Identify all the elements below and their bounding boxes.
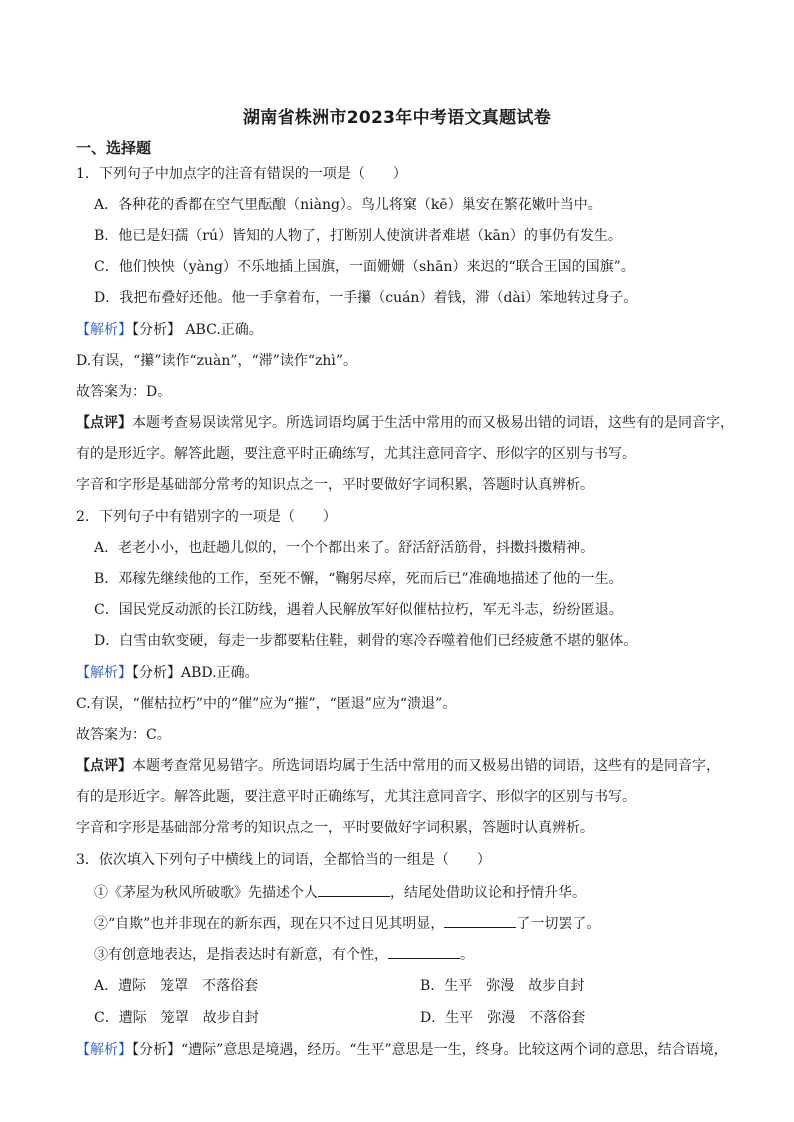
- q2-comment-1: 本题考查常见易错字。所选词语均属于生活中常用的而又极易出错的词语，这些有的是同音字，: [132, 758, 720, 774]
- q1-stem: 1．下列句子中加点字的注音有错误的一项是（ ）: [76, 166, 407, 182]
- q3-analysis: “遭际”意思是境遇，经历。“生平”意思是一生，终身。比较这两个词的意思，结合语境，: [181, 1042, 728, 1058]
- q1-option-a: A．各种花的香都在空气里酝酿（niàng）。鸟儿将窠（kē）巢安在繁花嫩叶当中。: [94, 197, 602, 213]
- q2-comment-2: 有的是形近字。解答此题，要注意平时正确练写，尤其注意同音字、形似字的区别与书写。: [76, 789, 636, 805]
- page-title: 湖南省株洲市2023年中考语文真题试卷: [242, 108, 551, 128]
- q3-stem: 3．依次填入下列句子中横线上的词语，全都恰当的一组是（ ）: [76, 852, 491, 868]
- q1-answer: 故答案为：D。: [76, 384, 172, 400]
- q3-s3-pre: ③有创意地表达，是指表达时有新意，有个性，: [94, 947, 388, 963]
- q2-option-d: D．白雪由软变硬，每走一步都要粘住鞋，刺骨的寒冷吞噬着他们已经疲惫不堪的躯体。: [94, 633, 638, 649]
- q1-option-c: C．他们怏怏（yàng）不乐地插上国旗，一面姗姗（shān）来迟的“联合王国的国旗”。: [94, 259, 635, 275]
- q2-option-b: B．邓稼先继续他的工作，至死不懈，“鞠躬尽瘁，死而后已”准确地描述了他的一生。: [94, 571, 623, 587]
- q1-comment-line-1: [76, 413, 754, 433]
- q1-analysis-line: [76, 320, 754, 340]
- fenxi-tag: 【分析】: [132, 322, 181, 338]
- q3-option-b: B．生平 弥漫 故步自封: [420, 978, 585, 994]
- q1-comment-2: 有的是形近字。解答此题，要注意平时正确练写，尤其注意同音字、形似字的区别与书写。: [76, 446, 636, 462]
- q2-analysis-2: C.有误，“催枯拉朽”中的“催”应为“摧”，“匿退”应为“溃退”。: [76, 696, 457, 712]
- jiexi-tag: 【解析】: [76, 1042, 132, 1058]
- fill-blank: [318, 882, 390, 897]
- q3-analysis-line: [76, 1040, 754, 1060]
- dianping-tag: 【点评】: [76, 758, 132, 774]
- q2-comment-3: 字音和字形是基础部分常考的知识点之一，平时要做好字词积累，答题时认真辨析。: [76, 820, 594, 836]
- q3-s3-post: 。: [460, 947, 474, 963]
- fill-blank: [388, 944, 460, 959]
- q3-sentence-1: [94, 882, 754, 903]
- q2-option-a: A．老老小小，也赶趟儿似的，一个个都出来了。舒活舒活筋骨，抖擞抖擞精神。: [94, 540, 595, 556]
- q3-options-row-1: [94, 976, 754, 996]
- fenxi-tag: 【分析】: [132, 1042, 181, 1058]
- q2-analysis: ABD.正确。: [181, 665, 259, 681]
- fill-blank: [444, 913, 516, 928]
- jiexi-tag: 【解析】: [76, 665, 132, 681]
- q3-s1-pre: ①《茅屋为秋风所破歌》先描述个人: [94, 885, 318, 901]
- section-heading: 一、选择题: [76, 139, 152, 157]
- fenxi-tag: 【分析】: [132, 665, 181, 681]
- q3-option-d: D．生平 弥漫 不落俗套: [420, 1010, 586, 1026]
- q1-option-d: D．我把布叠好还他。他一手拿着布，一手攥（cuán）着钱，滞（dài）笨地转过身子。: [94, 290, 638, 306]
- dianping-tag: 【点评】: [76, 415, 132, 431]
- q2-analysis-line: [76, 663, 754, 683]
- jiexi-tag: 【解析】: [76, 322, 132, 338]
- q1-analysis-2: D.有误，“攥”读作“zuàn”，“滞”读作“zhì”。: [76, 353, 358, 369]
- q2-answer: 故答案为：C。: [76, 727, 171, 743]
- q3-sentence-2: [94, 913, 754, 934]
- q3-s2-pre: ②“自欺”也并非现在的新东西，现在只不过日见其明显，: [94, 916, 445, 932]
- q2-option-c: C．国民党反动派的长江防线，遇着人民解放军好似催枯拉朽，军无斗志，纷纷匿退。: [94, 602, 623, 618]
- q3-s1-post: ，结尾处借助议论和抒情升华。: [390, 885, 586, 901]
- q1-option-b: B．他已是妇孺（rú）皆知的人物了，打断别人使演讲者难堪（kān）的事仍有发生。: [94, 228, 622, 244]
- q3-option-c: C．遭际 笼罩 故步自封: [94, 1010, 259, 1026]
- q1-comment-1: 本题考查易误读常见字。所选词语均属于生活中常用的而又极易出错的词语，这些有的是同音字，: [132, 415, 734, 431]
- q3-options-row-2: [94, 1008, 754, 1028]
- q1-analysis: ABC.正确。: [181, 322, 263, 338]
- q3-sentence-3: [94, 944, 754, 965]
- q1-comment-3: 字音和字形是基础部分常考的知识点之一，平时要做好字词积累，答题时认真辨析。: [76, 477, 594, 493]
- q3-s2-post: 了一切罢了。: [516, 916, 601, 932]
- q3-option-a: A．遭际 笼罩 不落俗套: [94, 978, 259, 994]
- q2-comment-line-1: [76, 756, 754, 776]
- q2-stem: 2．下列句子中有错别字的一项是（ ）: [76, 509, 337, 525]
